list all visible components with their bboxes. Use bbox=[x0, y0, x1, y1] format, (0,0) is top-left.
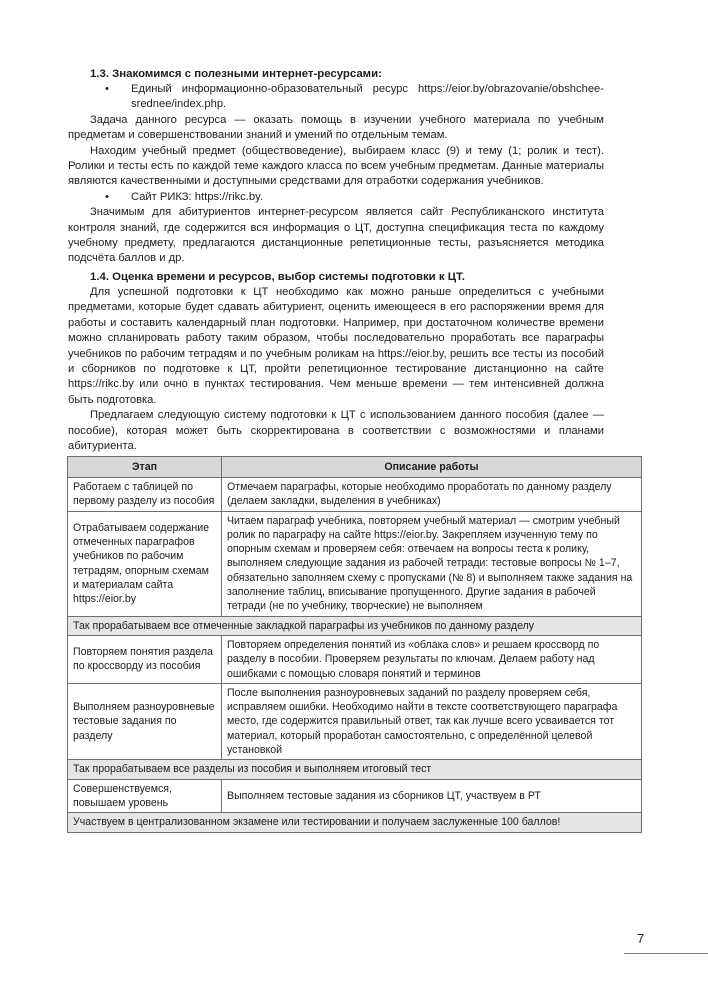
paragraph: Предлагаем следующую систему подготовки к ЦТ с использованием данного пособия (далее — пособие), которая может быть скорректирована в соответствии с возможностями и планами абитуриента. bbox=[68, 409, 604, 452]
table-row bbox=[68, 511, 642, 616]
table-row bbox=[68, 635, 642, 683]
stage-cell: Повторяем понятия раздела по кроссворду из пособия bbox=[68, 635, 222, 683]
paragraph: Находим учебный предмет (обществоведение), выбираем класс (9) и тему (1; ролик и тест). Ролики и тесты есть по каждой теме каждого класса по всем учебным предметам. Данные материалы являются качественными и доступными средствами для отработки содержания учебников. bbox=[68, 144, 604, 188]
section-heading-1-4: 1.4. Оценка времени и ресурсов, выбор системы подготовки к ЦТ. bbox=[90, 270, 465, 283]
page-number: 7 bbox=[637, 931, 645, 946]
description-cell: Читаем параграф учебника, повторяем учебный материал — смотрим учебный ролик по параграфу на сайте https://eior.by. Закрепляем изученную тему по опорным схемам и проверяем себя: отвечаем на вопросы теста к ролику, выполняем следующие задания из рабочей тетради: тестовые вопросы № 1–7, обязательно заполняем схему с пропусками (№ 8) и выполняем также задания на заполнение таблиц, вписывание пропущенного. Другие задания в рабочей тетради (не по учебнику, творческие) не выполняем bbox=[222, 511, 642, 616]
bullet-item-rikc bbox=[68, 190, 604, 205]
summary-cell: Так прорабатываем все разделы из пособия и выполняем итоговый тест bbox=[68, 760, 642, 779]
table-row-summary bbox=[68, 760, 642, 779]
page-number-divider bbox=[624, 953, 708, 954]
table-header-row bbox=[68, 457, 642, 478]
column-header-stage: Этап bbox=[68, 457, 222, 478]
paragraph: Задача данного ресурса — оказать помощь в изучении учебного материала по учебным предметам и совершенствовании знаний и умений по отдельным темам. bbox=[68, 113, 604, 142]
bullet-icon: • bbox=[105, 83, 109, 95]
paragraph: Значимым для абитуриентов интернет-ресурсом является сайт Республиканского института контроля знаний, где содержится вся информация о ЦТ, доступна спецификация теста по каждому учебному предмету, предлагаются дистанционные репетиционные тесты, разъясняется методика подсчёта баллов и др. bbox=[68, 206, 604, 265]
stage-cell: Выполняем разноуровневые тестовые задания по разделу bbox=[68, 683, 222, 759]
bullet-text: Единый информационно-образовательный ресурс https://eior.by/obrazovanie/obshchee-srednee/index.php. bbox=[131, 83, 604, 111]
description-cell: После выполнения разноуровневых заданий по разделу проверяем себя, исправляем ошибки. Необходимо найти в тексте соответствующего параграфа место, где содержится правильный ответ, так как лучше всего усваивается тот материал, который проработан самостоятельно, с определённой целевой установкой bbox=[222, 683, 642, 759]
preparation-table bbox=[67, 456, 642, 833]
bullet-text: Сайт РИКЗ: https://rikc.by. bbox=[131, 190, 263, 203]
table-row-summary bbox=[68, 813, 642, 832]
description-cell: Выполняем тестовые задания из сборников ЦТ, участвуем в РТ bbox=[222, 779, 642, 813]
stage-cell: Совершенствуемся, повышаем уровень bbox=[68, 779, 222, 813]
section-heading-1-3: 1.3. Знакомимся с полезными интернет-ресурсами: bbox=[90, 68, 382, 80]
summary-cell: Участвуем в централизованном экзамене или тестировании и получаем заслуженные 100 баллов! bbox=[68, 813, 642, 832]
table-row bbox=[68, 478, 642, 512]
description-cell: Отмечаем параграфы, которые необходимо проработать по данному разделу (делаем закладки, выделения в учебниках) bbox=[222, 478, 642, 512]
page-body bbox=[68, 66, 604, 454]
description-cell: Повторяем определения понятий из «облака слов» и решаем кроссворд по разделу в пособии. Проверяем результаты по ключам. Делаем работу над ошибками с помощью словаря понятий и терминов bbox=[222, 635, 642, 683]
bullet-icon: • bbox=[105, 190, 109, 203]
paragraph: Для успешной подготовки к ЦТ необходимо как можно раньше определиться с учебными предметами, которые будет сдавать абитуриент, оценить имеющееся в его распоряжении время для работы и составить календарный план подготовки. Например, при достаточном количестве времени можно спланировать работу таким образом, чтобы последовательно проработать все параграфы учебников по рабочим тетрадям и по учебным роликам на https://eior.by, решить все тесты из пособий и сборников по подготовке к ЦТ, пройти репетиционное тестирование дистанционно на сайте https://rikc.by или очно в пунктах тестирования. Чем меньше времени — тем интенсивней должна быть подготовка. bbox=[68, 285, 604, 406]
bullet-item-eior bbox=[68, 82, 604, 113]
table-row bbox=[68, 779, 642, 813]
table-row-summary bbox=[68, 616, 642, 635]
stage-cell: Работаем с таблицей по первому разделу из пособия bbox=[68, 478, 222, 512]
summary-cell: Так прорабатываем все отмеченные закладкой параграфы из учебников по данному разделу bbox=[68, 616, 642, 635]
column-header-description: Описание работы bbox=[222, 457, 642, 478]
stage-cell: Отрабатываем содержание отмеченных параграфов учебников по рабочим тетрадям, опорным схемам и материалам сайта https://eior.by bbox=[68, 511, 222, 616]
table-row bbox=[68, 683, 642, 759]
